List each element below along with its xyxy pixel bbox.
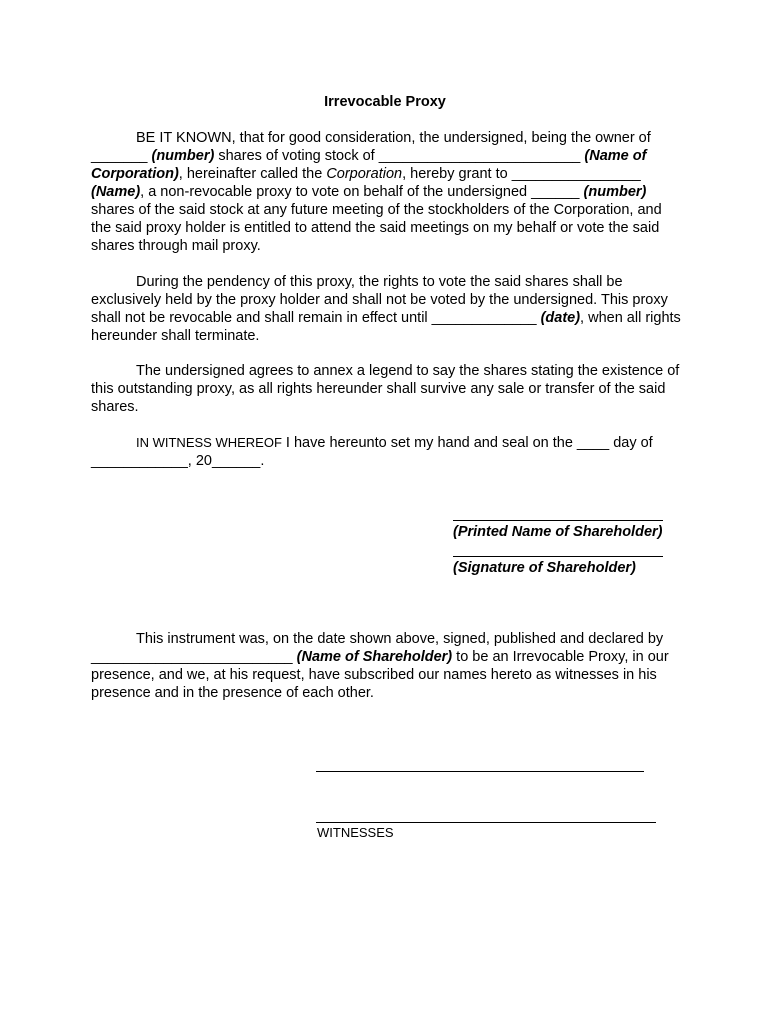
- printed-name-label: (Printed Name of Shareholder): [453, 524, 663, 540]
- placeholder-corporation-name: (Name of Corporation): [91, 148, 647, 182]
- document-title: Irrevocable Proxy: [324, 94, 446, 110]
- witness-line-1: [316, 771, 644, 772]
- paragraph-attestation: This instrument was, on the date shown above, signed, published and declared by _________________________ (Name of Shareholder) to be an Irrevocable Proxy, in our presence, and we, at his request, have subscribed our names hereto as witnesses in his presence and in the presence of each other.: [91, 631, 669, 701]
- placeholder-number: (number): [151, 148, 215, 164]
- signature-label: (Signature of Shareholder): [453, 560, 636, 576]
- paragraph-legend: The undersigned agrees to annex a legend to say the shares stating the existence of this outstanding proxy, as all rights hereunder shall survive any sale or transfer of the said shares.: [91, 363, 680, 415]
- placeholder-shareholder-name: (Name of Shareholder): [296, 649, 453, 665]
- paragraph-grant: BE IT KNOWN, that for good consideration, the undersigned, being the owner of _______ (number) shares of voting stock of _________________________ (Name of Corporation), hereinafter called the Corporation, hereby grant to ________________ (Name), a non-revocable proxy to vote on behalf of the undersigned ______ (number) shares of the said stock at any future meeting of the stockholders of the Corporation, and the said proxy holder is entitled to attend the said meetings on my behalf or vote the said shares through mail proxy.: [91, 130, 662, 254]
- placeholder-date: (date): [540, 310, 581, 326]
- placeholder-number-2: (number): [583, 184, 647, 200]
- witnesses-label: WITNESSES: [317, 825, 394, 840]
- printed-name-line: [453, 520, 663, 521]
- witness-line-2: [316, 822, 656, 823]
- paragraph-witness-whereof: IN WITNESS WHEREOF I have hereunto set my hand and seal on the ____ day of ____________, 20______.: [91, 435, 653, 469]
- signature-line: [453, 556, 663, 557]
- paragraph-pendency: During the pendency of this proxy, the rights to vote the said shares shall be exclusively held by the proxy holder and shall not be voted by the undersigned. This proxy shall not be revocable and shall remain in effect until _____________ (date), when all rights hereunder shall terminate.: [91, 274, 681, 344]
- placeholder-name: (Name): [91, 184, 141, 200]
